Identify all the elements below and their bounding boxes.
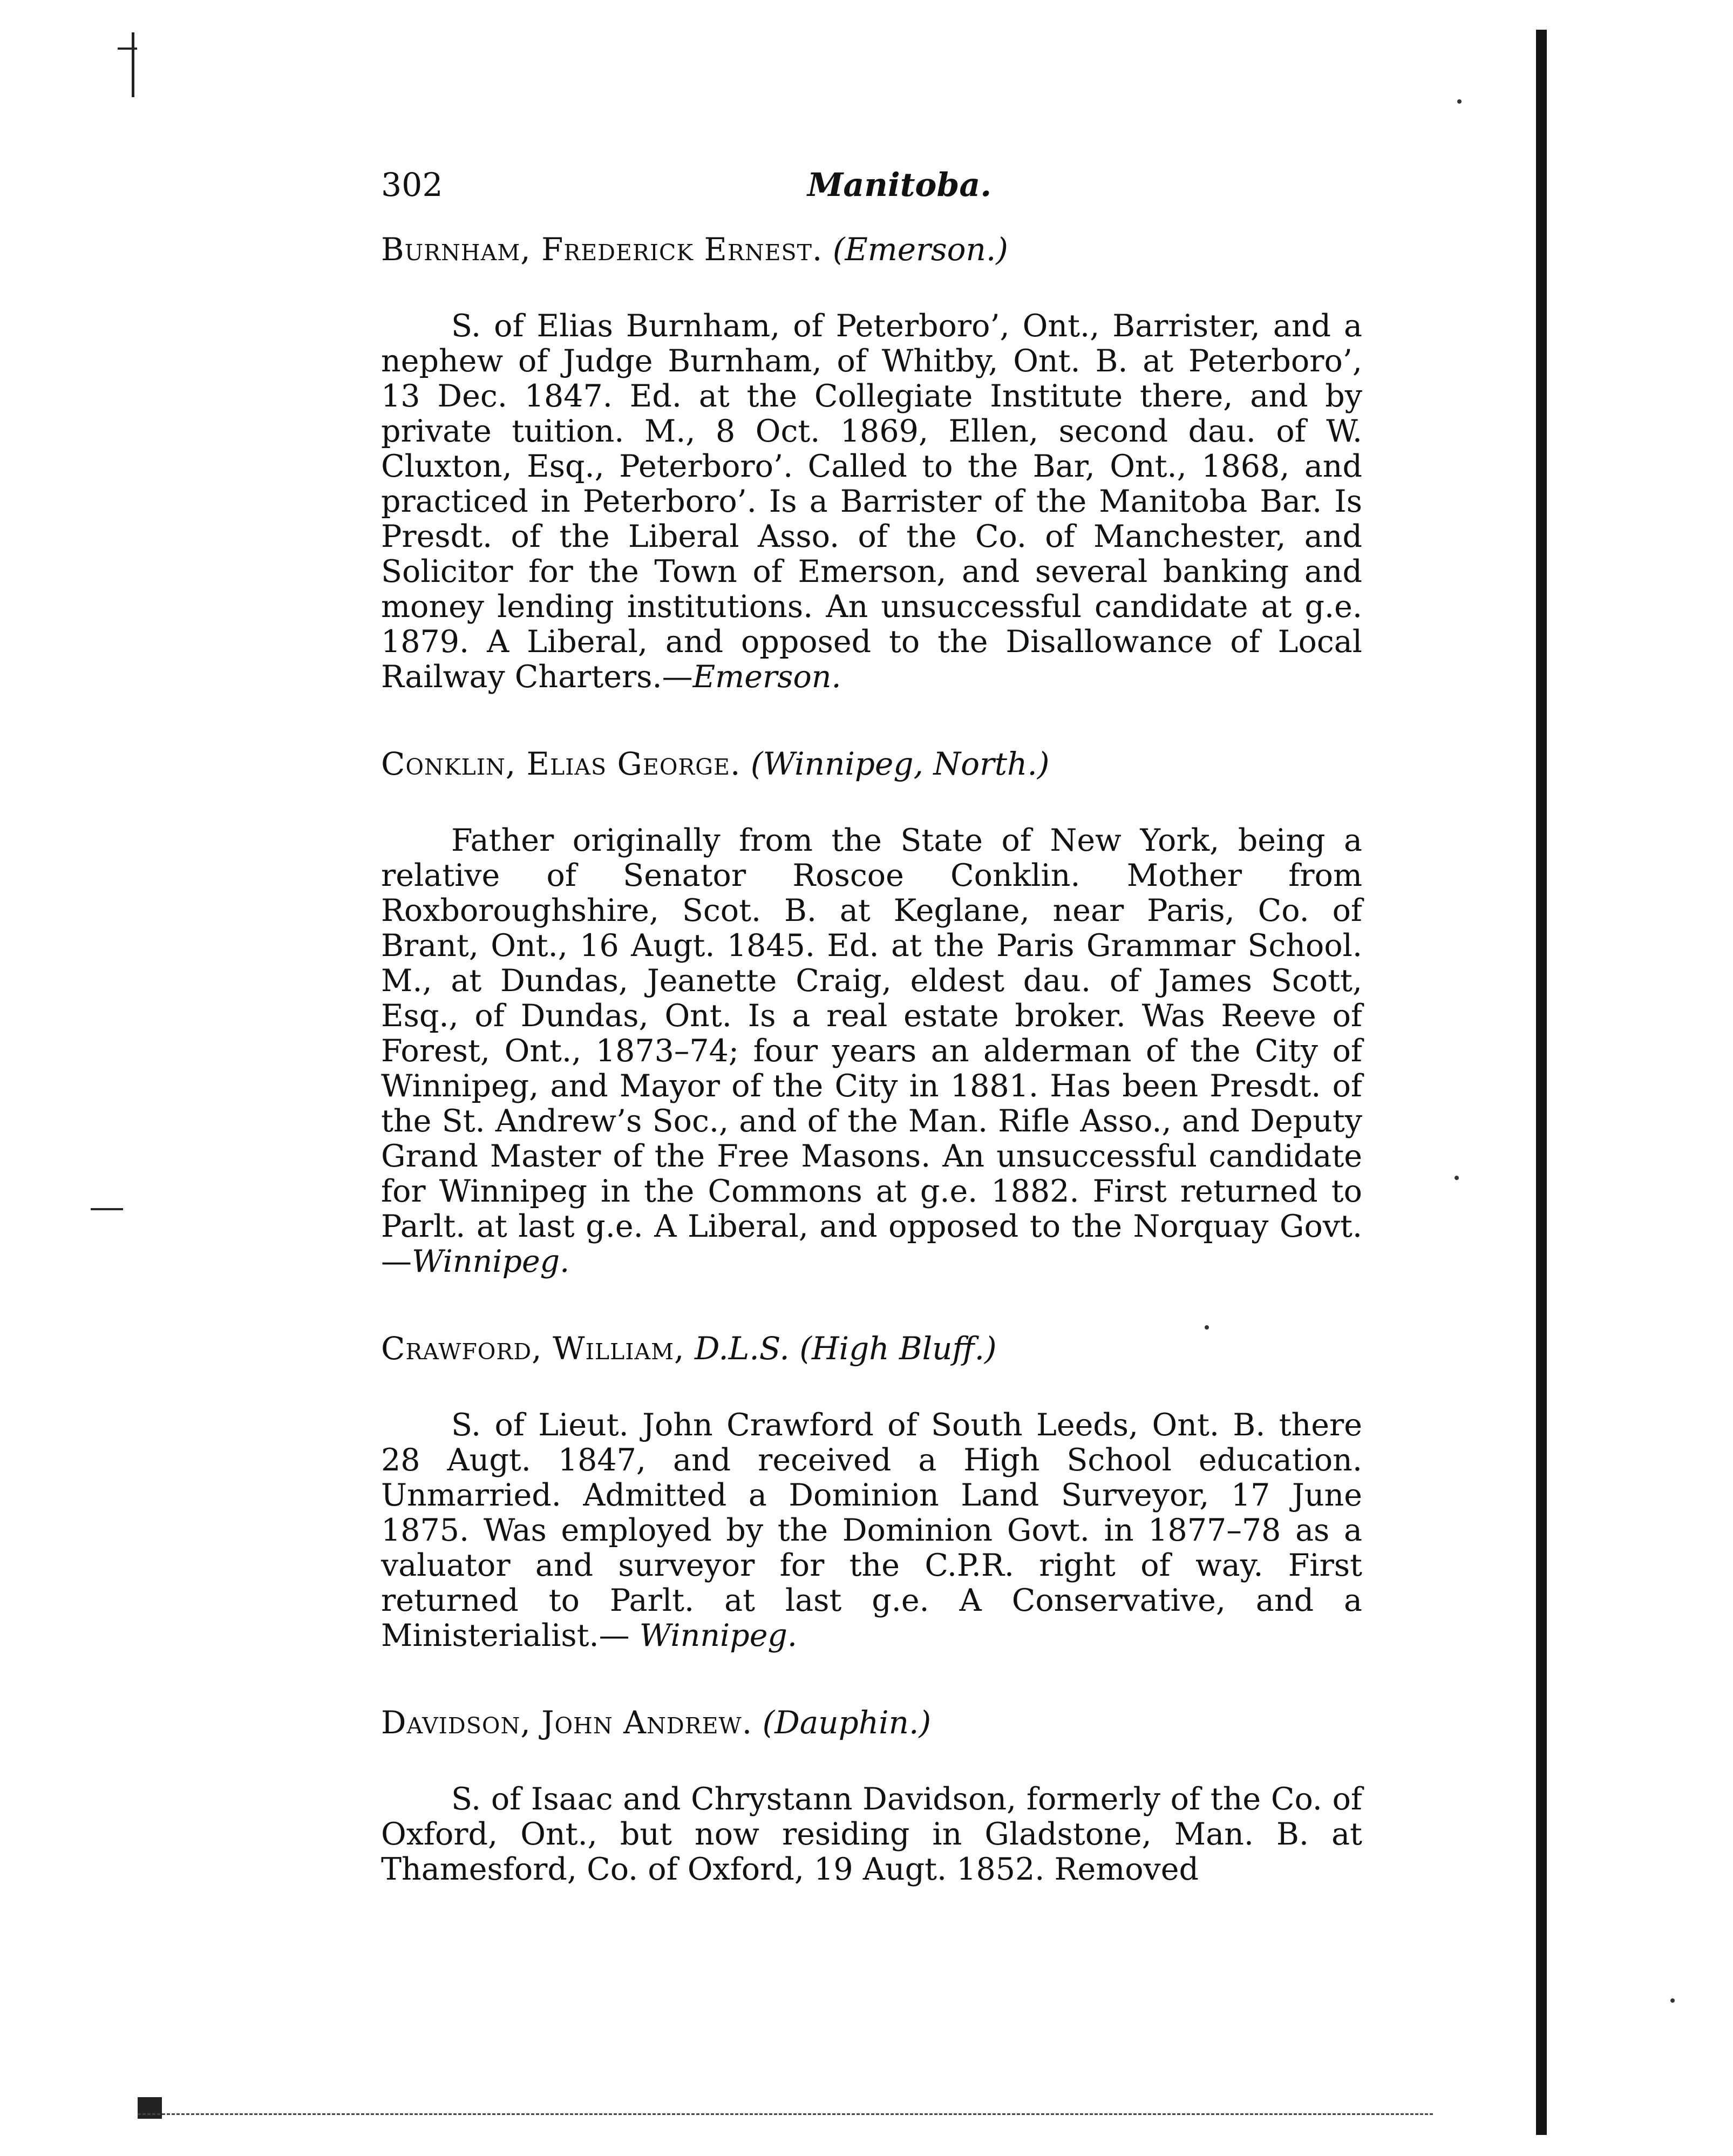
scan-speck <box>1457 99 1462 104</box>
entry-source: Winnipeg. <box>639 1618 798 1653</box>
running-head <box>381 161 1362 209</box>
entry-body <box>381 1408 1362 1653</box>
margin-tick <box>118 48 137 50</box>
member-name: Burnham, Frederick Ernest. <box>381 231 823 268</box>
entry-heading <box>381 228 1362 271</box>
entry-heading <box>381 1701 1362 1744</box>
member-name: Davidson, John Andrew. <box>381 1704 753 1741</box>
biography-entry-burnham <box>381 228 1362 695</box>
entry-text: S. of Elias Burnham, of Peterboro’, Ont., Barrister, and a nephew of Judge Burnham, of Whitby, Ont. B. at Peterboro’, 13 Dec. 1847. Ed. at the Collegiate Institute there, and by private tuition. M., 8 Oct. 1869, Ellen, second dau. of W. Cluxton, Esq., Peterboro’. Called to the Bar, Ont., 1868, and practiced in Peterboro’. Is a Barrister of the Manitoba Bar. Is Presdt. of the Liberal Asso. of the Co. of Manchester, and Solicitor for the Town of Emerson, and several banking and money lending institutions. An unsuccessful candidate at g.e. 1879. A Liberal, and opposed to the Disallowance of Local Railway Charters.— <box>381 308 1362 695</box>
page-content <box>381 161 1362 1935</box>
entry-body <box>381 309 1362 695</box>
margin-mark <box>132 32 134 97</box>
entry-source: Winnipeg. <box>412 1244 570 1279</box>
entry-body <box>381 823 1362 1279</box>
bottom-rule <box>138 2113 1433 2117</box>
entry-body <box>381 1782 1362 1887</box>
page-number: 302 <box>381 166 443 204</box>
entry-text: S. of Isaac and Chrystann Davidson, formerly of the Co. of Oxford, Ont., but now residing in Gladstone, Man. B. at Thamesford, Co. of Oxford, 19 Augt. 1852. Removed <box>381 1781 1362 1887</box>
running-title: Manitoba. <box>807 166 992 204</box>
entry-source: Emerson. <box>692 659 841 695</box>
constituency: (High Bluff.) <box>799 1330 997 1367</box>
margin-dash <box>91 1208 123 1210</box>
biography-entry-conklin <box>381 742 1362 1279</box>
member-name: Crawford, William, <box>381 1330 685 1367</box>
constituency: (Emerson.) <box>832 231 1008 268</box>
constituency: (Winnipeg, North.) <box>750 745 1050 782</box>
entry-text: Father originally from the State of New York, being a relative of Senator Roscoe Conklin. Mother from Roxboroughshire, Scot. B. at Keglane, near Paris, Co. of Brant, Ont., 16 Augt. 1845. Ed. at the Paris Grammar School. M., at Dundas, Jeanette Craig, eldest dau. of James Scott, Esq., of Dundas, Ont. Is a real estate broker. Was Reeve of Forest, Ont., 1873–74; four years an alderman of the City of Winnipeg, and Mayor of the City in 1881. Has been Presdt. of the St. Andrew’s Soc., and of the Man. Rifle Asso., and Deputy Grand Master of the Free Masons. An unsuccessful candidate for Winnipeg in the Commons at g.e. 1882. First returned to Parlt. at last g.e. A Liberal, and opposed to the Norquay Govt.— <box>381 823 1362 1279</box>
member-title: D.L.S. <box>694 1330 790 1367</box>
entry-text: S. of Lieut. John Crawford of South Leeds, Ont. B. there 28 Augt. 1847, and received a High School education. Unmarried. Admitted a Dominion Land Surveyor, 17 June 1875. Was employed by the Dominion Govt. in 1877–78 as a valuator and surveyor for the C.P.R. right of way. First returned to Parlt. at last g.e. A Conservative, and a Ministerialist.— <box>381 1407 1362 1653</box>
entry-heading <box>381 742 1362 785</box>
binding-edge-bar <box>1536 30 1547 2135</box>
entry-heading <box>381 1327 1362 1370</box>
member-name: Conklin, Elias George. <box>381 745 741 782</box>
biography-entry-davidson <box>381 1701 1362 1887</box>
scan-speck <box>1455 1176 1459 1180</box>
constituency: (Dauphin.) <box>762 1704 932 1741</box>
scan-speck <box>1670 1998 1675 2003</box>
biography-entry-crawford <box>381 1327 1362 1653</box>
